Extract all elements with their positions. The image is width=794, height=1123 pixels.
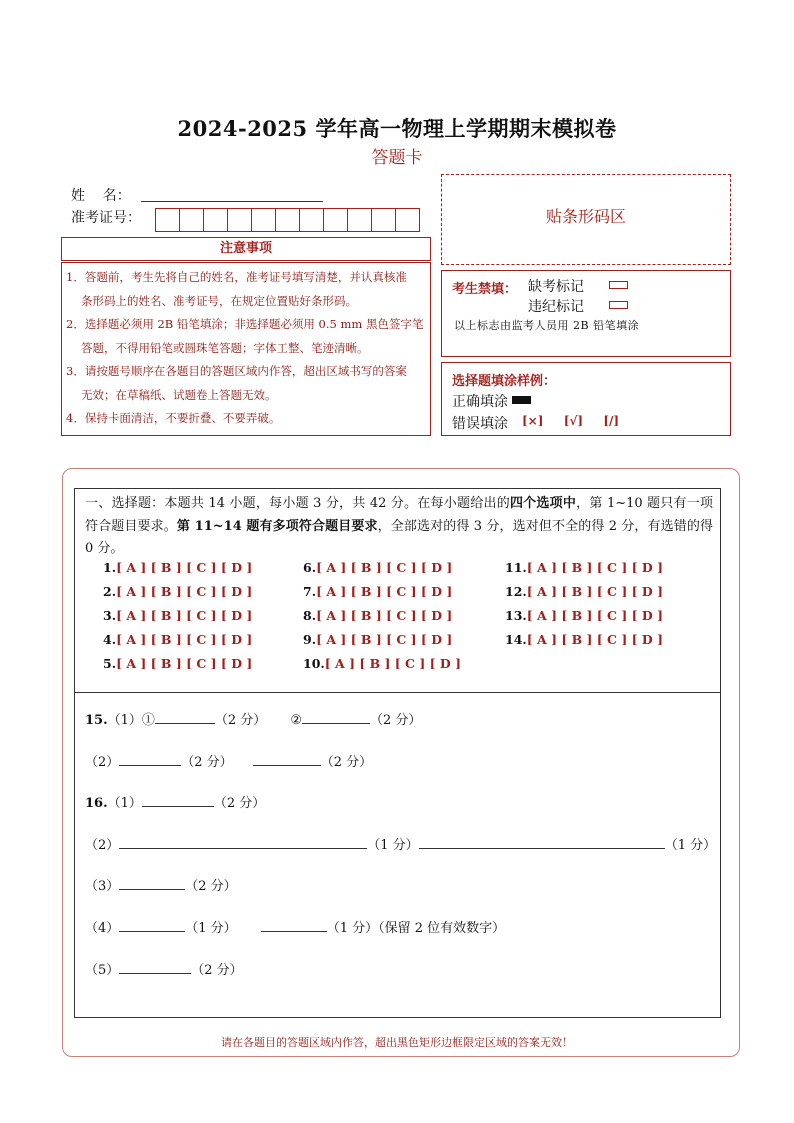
exam-id-boxes[interactable] — [155, 208, 419, 232]
fill-example-title: 选择题填涂样例： — [452, 374, 557, 389]
violation-mark-label: 违纪标记 — [528, 299, 584, 315]
q15-part1: 15.（1）① （2 分） ② （2 分） — [85, 709, 421, 728]
correct-fill-sample — [512, 396, 531, 404]
exam-id-digit-box[interactable] — [323, 208, 348, 232]
mc-question-4[interactable]: 4.[ A ] [ B ] [ C ] [ D ] — [103, 632, 253, 647]
exam-id-digit-box[interactable] — [203, 208, 228, 232]
examiner-note: 以上标志由监考人员用 2B 铅笔填涂 — [454, 319, 640, 332]
exam-id-digit-box[interactable] — [155, 208, 180, 232]
page-title: 2024-2025 学年高一物理上学期期末模拟卷 — [177, 116, 617, 141]
exam-id-digit-box[interactable] — [275, 208, 300, 232]
barcode-area: 贴条形码区 — [441, 174, 731, 265]
q16-4b-blank[interactable] — [261, 918, 327, 932]
name-label: 姓 名： — [71, 188, 131, 204]
mc-question-7[interactable]: 7.[ A ] [ B ] [ C ] [ D ] — [303, 584, 453, 599]
q16-5-blank[interactable] — [119, 960, 191, 974]
exam-id-digit-box[interactable] — [179, 208, 204, 232]
q16-3-blank[interactable] — [119, 876, 185, 890]
q16-1-blank[interactable] — [142, 793, 214, 807]
multiple-choice-instructions: 一、选择题：本题共 14 小题，每小题 3 分，共 42 分。在每小题给出的四个选项中，第 1~10 题只有一项符合题目要求。第 11~14 题有多项符合题目要求，全部选对的得 3 分，选对但不全的得 2 分，有选错的得 0 分。 — [85, 496, 713, 556]
mc-question-8[interactable]: 8.[ A ] [ B ] [ C ] [ D ] — [303, 608, 453, 623]
notice-item: 无效；在草稿纸、试题卷上答题无效。 — [81, 387, 277, 402]
q16-part5: （5） （2 分） — [85, 959, 243, 978]
wrong-fill-samples: [×] [√] [/] — [522, 414, 620, 428]
mc-question-3[interactable]: 3.[ A ] [ B ] [ C ] [ D ] — [103, 608, 253, 623]
mc-question-14[interactable]: 14.[ A ] [ B ] [ C ] [ D ] — [505, 632, 663, 647]
exam-id-label: 准考证号： — [71, 210, 141, 226]
q16-part4: （4） （1 分） （1 分）（保留 2 位有效数字） — [85, 917, 505, 936]
examiner-only-box — [441, 270, 731, 357]
notice-heading: 注意事项 — [61, 237, 431, 261]
section-divider — [74, 692, 721, 693]
mc-question-10[interactable]: 10.[ A ] [ B ] [ C ] [ D ] — [303, 656, 461, 671]
absent-mark-label: 缺考标记 — [528, 279, 584, 295]
wrong-fill-label: 错误填涂 — [452, 416, 508, 432]
mc-question-5[interactable]: 5.[ A ] [ B ] [ C ] [ D ] — [103, 656, 253, 671]
q15-1b-blank[interactable] — [302, 710, 370, 724]
exam-id-digit-box[interactable] — [395, 208, 420, 232]
q16-part1: 16.（1） （2 分） — [85, 792, 265, 811]
q16-part2: （2） （1 分） （1 分） — [85, 834, 716, 853]
notice-list — [61, 262, 431, 436]
mc-question-2[interactable]: 2.[ A ] [ B ] [ C ] [ D ] — [103, 584, 253, 599]
exam-id-digit-box[interactable] — [299, 208, 324, 232]
notice-item: 条形码上的姓名、准考证号，在规定位置贴好条形码。 — [81, 293, 357, 308]
mc-question-6[interactable]: 6.[ A ] [ B ] [ C ] [ D ] — [303, 560, 453, 575]
q15-part2: （2） （2 分） （2 分） — [85, 751, 372, 770]
mc-question-12[interactable]: 12.[ A ] [ B ] [ C ] [ D ] — [505, 584, 663, 599]
notice-item: 2．选择题必须用 2B 铅笔填涂；非选择题必须用 0.5 mm 黑色签字笔 — [66, 317, 424, 331]
fill-example-box — [441, 362, 731, 436]
absent-mark-box[interactable] — [609, 281, 628, 289]
q16-4a-blank[interactable] — [119, 918, 185, 932]
mc-question-1[interactable]: 1.[ A ] [ B ] [ C ] [ D ] — [103, 560, 253, 575]
mc-question-11[interactable]: 11.[ A ] [ B ] [ C ] [ D ] — [505, 560, 663, 575]
notice-item: 3．请按题号顺序在各题目的答题区域内作答，超出区域书写的答案 — [66, 364, 407, 378]
correct-fill-label: 正确填涂 — [452, 394, 508, 410]
q16-part3: （3） （2 分） — [85, 875, 237, 894]
exam-id-digit-box[interactable] — [251, 208, 276, 232]
name-field[interactable] — [141, 201, 323, 202]
page-subtitle: 答题卡 — [371, 148, 423, 168]
exam-id-digit-box[interactable] — [347, 208, 372, 232]
exam-id-digit-box[interactable] — [371, 208, 396, 232]
notice-item: 1．答题前，考生先将自己的姓名，准考证号填写清楚，并认真核准 — [66, 270, 407, 284]
q15-1a-blank[interactable] — [155, 710, 215, 724]
q16-2a-blank[interactable] — [119, 835, 367, 849]
forbidden-title: 考生禁填： — [452, 282, 518, 297]
q15-2a-blank[interactable] — [119, 752, 181, 766]
q16-2b-blank[interactable] — [419, 835, 665, 849]
notice-item: 4．保持卡面清洁，不要折叠、不要弄破。 — [66, 411, 281, 425]
exam-id-digit-box[interactable] — [227, 208, 252, 232]
violation-mark-box[interactable] — [609, 301, 628, 309]
mc-question-9[interactable]: 9.[ A ] [ B ] [ C ] [ D ] — [303, 632, 453, 647]
q15-2b-blank[interactable] — [253, 752, 321, 766]
notice-item: 答题，不得用铅笔或圆珠笔答题；字体工整、笔迹清晰。 — [81, 340, 369, 355]
mc-question-13[interactable]: 13.[ A ] [ B ] [ C ] [ D ] — [505, 608, 663, 623]
footer-warning: 请在各题目的答题区域内作答，超出黑色矩形边框限定区域的答案无效！ — [221, 1036, 573, 1049]
